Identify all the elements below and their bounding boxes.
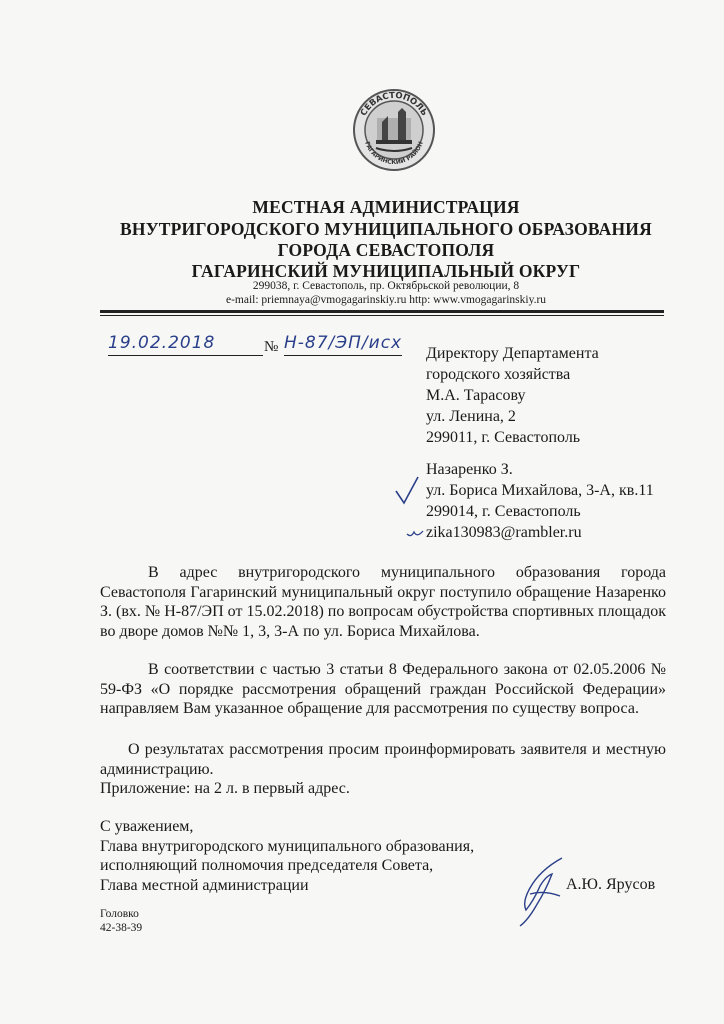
executor-name: Головко bbox=[100, 908, 139, 920]
header-line-4: ГАГАРИНСКИЙ МУНИЦИПАЛЬНЫЙ ОКРУГ bbox=[191, 261, 581, 281]
body-paragraph-1: В адрес внутригородского муниципального образования города Севастополя Гагаринский муниципальный округ поступило обращение Назаренко З. (вх. № Н-87/ЭП от 15.02.2018) по вопросам обустройства спортивных площадок во дворе домов №№ 1, 3, 3-А по ул. Бориса Михайлова. bbox=[100, 564, 666, 640]
handwritten-signature bbox=[500, 850, 570, 930]
emblem-seal bbox=[352, 88, 436, 172]
number-label: № bbox=[264, 339, 279, 355]
signer-name: А.Ю. Ярусов bbox=[566, 876, 656, 893]
outgoing-date: 19.02.2018 bbox=[108, 333, 216, 353]
recipient-line-2: городского хозяйства bbox=[426, 366, 571, 383]
date-underline bbox=[108, 355, 263, 356]
seal-text-bottom: ГАГАРИНСКИЙ РАЙОН bbox=[363, 140, 425, 167]
body-paragraph-3: О результатах рассмотрения просим проинформировать заявителя и местную администрацию. bbox=[100, 741, 666, 778]
body-paragraph-2: В соответствии с частью 3 статьи 8 Федерального закона от 02.05.2006 № 59-ФЗ «О порядке рассмотрения обращений граждан Российской Федерации» направляем Вам указанное обращение для рассмотрения по существу вопроса. bbox=[100, 661, 666, 717]
recipient-line-4: ул. Ленина, 2 bbox=[426, 408, 516, 425]
signature-line-2: Глава внутригородского муниципального образования, bbox=[100, 837, 475, 855]
applicant-line-1: Назаренко З. bbox=[426, 461, 513, 478]
signature-line-4: Глава местной администрации bbox=[100, 876, 309, 894]
applicant-line-4: zika130983@rambler.ru bbox=[426, 524, 582, 541]
signature-line-3: исполняющий полномочия председателя Совета, bbox=[100, 857, 434, 874]
checkmark-icon bbox=[394, 475, 420, 505]
seal-text-top: СЕВАСТОПОЛЬ bbox=[358, 90, 430, 118]
header-line-2: ВНУТРИГОРОДСКОГО МУНИЦИПАЛЬНОГО ОБРАЗОВАНИЯ bbox=[120, 219, 652, 239]
recipient-block bbox=[426, 343, 599, 448]
header-line-1: МЕСТНАЯ АДМИНИСТРАЦИЯ bbox=[252, 197, 520, 217]
attachment-line: Приложение: на 2 л. в первый адрес. bbox=[100, 780, 350, 797]
applicant-block bbox=[426, 459, 654, 543]
number-underline bbox=[284, 355, 402, 356]
applicant-line-2: ул. Бориса Михайлова, 3-А, кв.11 bbox=[426, 482, 654, 499]
header-contacts: e-mail: priemnaya@vmogagarinskiy.ru http: www.vmogagarinskiy.ru bbox=[225, 294, 547, 306]
outgoing-number-block bbox=[108, 333, 408, 363]
header-address: 299038, г. Севастополь, пр. Октябрьской революции, 8 bbox=[252, 280, 520, 292]
recipient-line-1: Директору Департамента bbox=[426, 345, 599, 362]
header-rule-thin bbox=[100, 315, 664, 316]
header-line-3: ГОРОДА СЕВАСТОПОЛЯ bbox=[277, 240, 495, 260]
recipient-line-5: 299011, г. Севастополь bbox=[426, 429, 581, 446]
recipient-line-3: М.А. Тарасову bbox=[426, 387, 526, 404]
executor-block bbox=[100, 907, 142, 935]
applicant-line-3: 299014, г. Севастополь bbox=[426, 503, 581, 520]
signature-line-1: С уважением, bbox=[100, 818, 194, 835]
executor-phone: 42-38-39 bbox=[100, 922, 143, 934]
header-rule-thick bbox=[100, 310, 664, 313]
signature-block bbox=[100, 817, 474, 895]
handwritten-mark-icon bbox=[406, 528, 424, 540]
outgoing-number: Н-87/ЭП/исх bbox=[284, 333, 403, 353]
